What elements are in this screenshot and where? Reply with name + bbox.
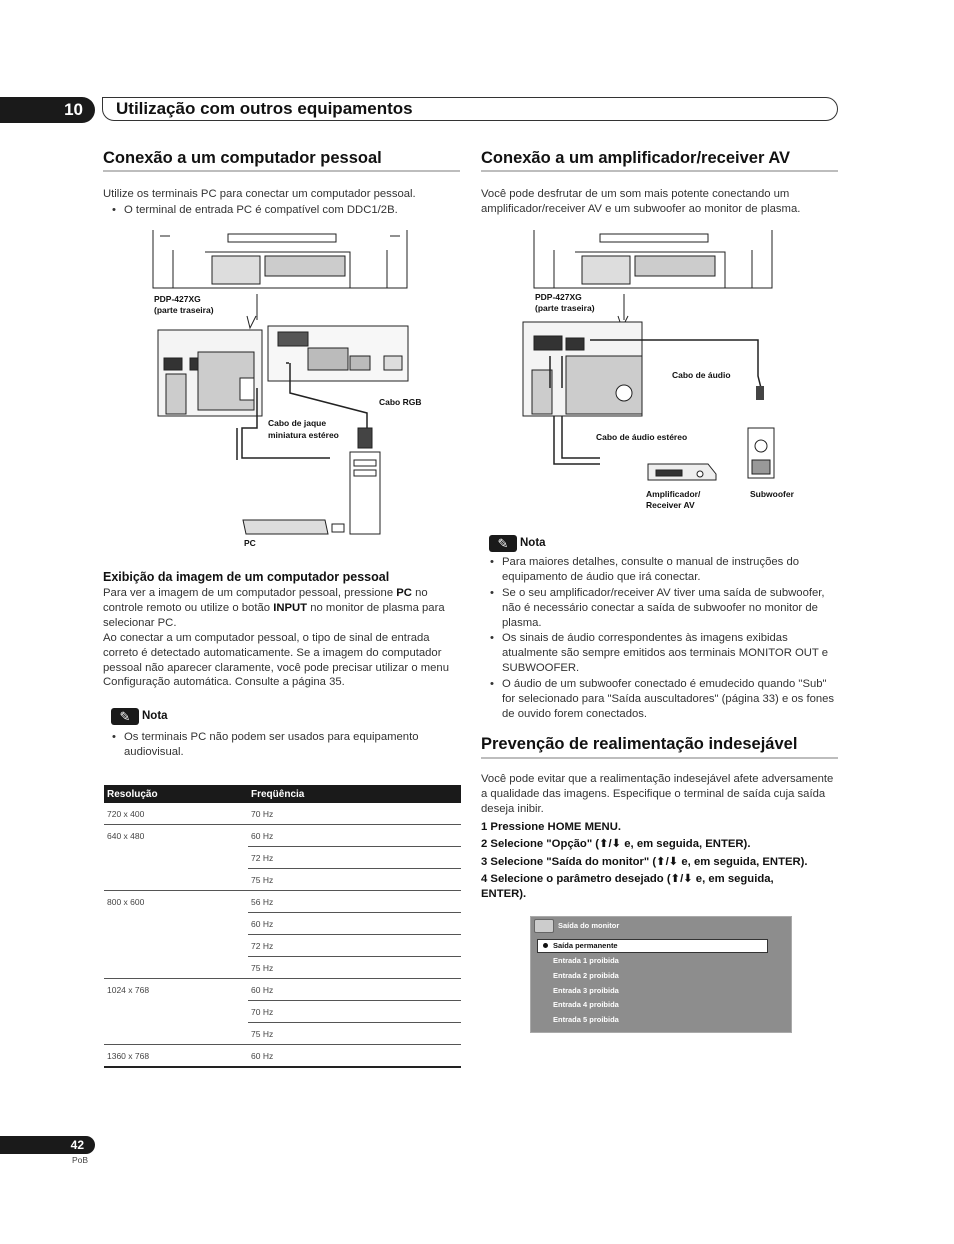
p1-pc-key: PC xyxy=(396,587,412,599)
heading-rule xyxy=(481,170,838,172)
av-connection-diagram xyxy=(520,228,790,518)
p1-text-c: no controle remoto ou utilize o botão xyxy=(103,587,428,614)
amp-label-2: Receiver AV xyxy=(646,500,695,510)
table-cell-resolution: 640 x 480 xyxy=(104,825,248,891)
table-row xyxy=(104,891,461,913)
table-cell-frequency: 60 Hz xyxy=(248,979,461,1001)
step-1: 1 Pressione HOME MENU. xyxy=(481,821,621,833)
menu-item-permanent[interactable]: Saída permanente xyxy=(553,941,618,950)
p1-text-a: Para ver a imagem de um computador pessoal, pressione xyxy=(103,587,397,599)
table-cell-resolution: 1360 x 768 xyxy=(104,1045,248,1068)
note-label-left: Nota xyxy=(142,710,168,722)
jack-cable-label-1: Cabo de jaque xyxy=(268,418,327,428)
table-cell-frequency: 70 Hz xyxy=(248,1001,461,1023)
chapter-badge: 10 xyxy=(0,97,95,123)
table-row xyxy=(104,825,461,847)
av-diagram-model: PDP-427XG xyxy=(535,292,582,302)
menu-item-input-4[interactable]: Entrada 4 proibida xyxy=(553,1000,619,1009)
table-cell-frequency: 75 Hz xyxy=(248,957,461,979)
pc-image-paragraph-1 xyxy=(103,586,463,630)
section-heading-av: Conexão a um amplificador/receiver AV xyxy=(481,149,791,167)
menu-item-input-1[interactable]: Entrada 1 proibida xyxy=(553,956,619,965)
table-header-resolution: Resolução xyxy=(104,785,248,803)
section-heading-pc: Conexão a um computador pessoal xyxy=(103,149,382,167)
pc-connection-diagram xyxy=(150,228,420,548)
p1-input-key: INPUT xyxy=(273,601,308,614)
pc-intro-bullet: • O terminal de entrada PC é compatível com DDC1/2B. xyxy=(124,203,464,218)
pc-diagram-model: PDP-427XG xyxy=(154,294,201,304)
menu-item-input-3[interactable]: Entrada 3 proibida xyxy=(553,986,619,995)
note-bullet-right: • Os sinais de áudio correspondentes às imagens exibidas atualmente são sempre emitidos aos terminais MONITOR OUT e SUBWOOFER. xyxy=(502,631,838,675)
pc-label: PC xyxy=(244,538,256,548)
pc-image-paragraph-2: Ao conectar a um computador pessoal, o tipo de sinal de entrada correto é detectado automaticamente. Se a imagem do computador pessoal não aparecer claramente, você pode precisar utilizar o menu Configuração automática. Consulte a página 35. xyxy=(103,632,450,689)
table-cell-frequency: 60 Hz xyxy=(248,913,461,935)
note-bullet-right: • Para maiores detalhes, consulte o manual de instruções do equipamento de áudio que irá conectar. xyxy=(502,555,838,585)
language-code: PoB xyxy=(72,1155,89,1165)
note-pencil-icon: ✎ xyxy=(489,535,517,552)
jack-cable-label-2: miniatura estéreo xyxy=(268,430,339,440)
table-cell-frequency: 72 Hz xyxy=(248,935,461,957)
menu-title: Saída do monitor xyxy=(558,921,620,930)
step-4-cont: ENTER). xyxy=(481,888,527,900)
menu-tv-icon xyxy=(534,919,554,933)
note-bullet-right: • O áudio de um subwoofer conectado é emudecido quando "Sub" for selecionado para "Saída auscultadores" (página 33) e os fones de ouvido forem conectados. xyxy=(502,677,838,721)
stereo-cable-label: Cabo de áudio estéreo xyxy=(596,432,688,442)
chapter-title: Utilização com outros equipamentos xyxy=(116,99,413,118)
table-cell-frequency: 56 Hz xyxy=(248,891,461,913)
note-label-right: Nota xyxy=(520,537,546,549)
table-header-row xyxy=(104,785,461,803)
table-row xyxy=(104,803,461,825)
av-diagram-rear: (parte traseira) xyxy=(535,303,595,313)
table-row xyxy=(104,979,461,1001)
audio-cable-label: Cabo de áudio xyxy=(672,370,731,380)
table-cell-resolution: 1024 x 768 xyxy=(104,979,248,1045)
heading-rule xyxy=(481,757,838,759)
resolution-table xyxy=(104,785,461,1068)
rgb-cable-label: Cabo RGB xyxy=(379,397,422,407)
amp-label-1: Amplificador/ xyxy=(646,489,701,499)
pc-intro: Utilize os terminais PC para conectar um computador pessoal. xyxy=(103,188,416,200)
subwoofer-label: Subwoofer xyxy=(750,489,794,499)
p1-text-e: no monitor de plasma para selecionar PC. xyxy=(103,601,445,629)
pc-diagram-rear: (parte traseira) xyxy=(154,305,214,315)
table-cell-frequency: 60 Hz xyxy=(248,825,461,847)
sub-heading-pc-image: Exibição da imagem de um computador pessoal xyxy=(103,570,390,584)
step-3: 3 Selecione "Saída do monitor" (⬆/⬇ e, em seguida, ENTER). xyxy=(481,856,808,868)
table-header-frequency: Freqüência xyxy=(248,785,461,803)
table-cell-frequency: 70 Hz xyxy=(248,803,461,825)
note-bullet-right: • Se o seu amplificador/receiver AV tiver uma saída de subwoofer, não é necessário conectar a saída de subwoofer no monitor de plasma. xyxy=(502,586,838,630)
monitor-output-menu xyxy=(530,916,792,1033)
section-heading-feedback: Prevenção de realimentação indesejável xyxy=(481,735,798,753)
av-intro: Você pode desfrutar de um som mais potente conectando um amplificador/receiver AV e um subwoofer ao monitor de plasma. xyxy=(481,188,801,215)
table-cell-frequency: 60 Hz xyxy=(248,1045,461,1068)
table-cell-frequency: 75 Hz xyxy=(248,869,461,891)
note-pencil-icon: ✎ xyxy=(111,708,139,725)
step-4: 4 Selecione o parâmetro desejado (⬆/⬇ e, em seguida, xyxy=(481,873,774,885)
table-cell-resolution: 720 x 400 xyxy=(104,803,248,825)
table-cell-frequency: 72 Hz xyxy=(248,847,461,869)
table-cell-frequency: 75 Hz xyxy=(248,1023,461,1045)
menu-item-input-2[interactable]: Entrada 2 proibida xyxy=(553,971,619,980)
resolution-table-wrapper xyxy=(104,785,461,1068)
step-2: 2 Selecione "Opção" (⬆/⬇ e, em seguida, ENTER). xyxy=(481,838,751,850)
page-number: 42 xyxy=(0,1136,95,1154)
feedback-intro: Você pode evitar que a realimentação indesejável afete adversamente a qualidade das imagens. Especifique o terminal de saída cuja saída deseja inibir. xyxy=(481,773,834,815)
note-bullet-left: • Os terminais PC não podem ser usados para equipamento audiovisual. xyxy=(124,730,454,760)
table-row xyxy=(104,1045,461,1068)
heading-rule xyxy=(103,170,460,172)
selected-bullet-icon xyxy=(543,943,548,948)
menu-item-input-5[interactable]: Entrada 5 proibida xyxy=(553,1015,619,1024)
table-cell-resolution: 800 x 600 xyxy=(104,891,248,979)
